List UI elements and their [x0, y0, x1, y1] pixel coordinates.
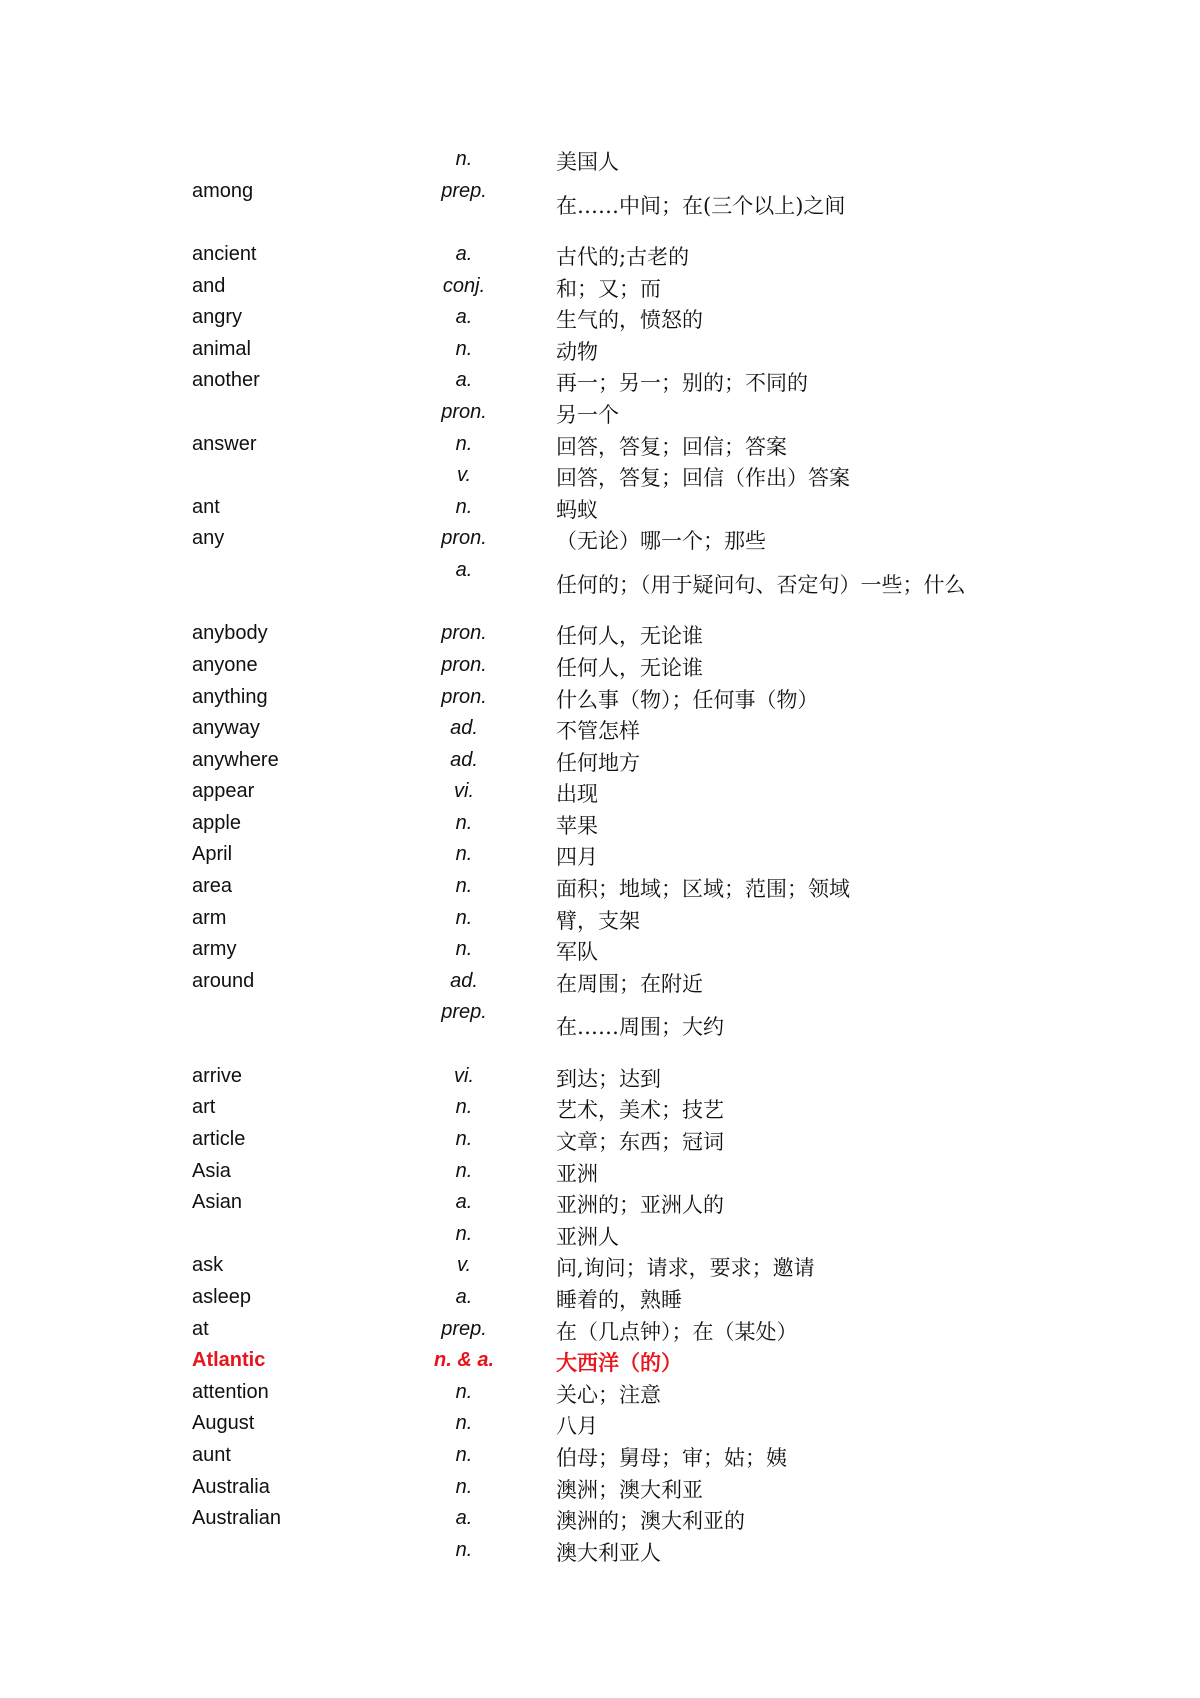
vocab-row: [0, 178, 1200, 241]
entry-part-of-speech: n.: [455, 1222, 473, 1245]
entry-part-of-speech: pron.: [441, 527, 487, 550]
vocab-row: [0, 936, 1200, 968]
entry-word: Asia: [192, 1159, 231, 1182]
vocabulary-table: [0, 146, 1200, 1568]
entry-definition: 动物: [556, 339, 598, 364]
vocab-row: [0, 1474, 1200, 1506]
entry-definition: 大西洋（的）: [556, 1350, 682, 1376]
entry-part-of-speech: a.: [455, 1507, 473, 1530]
vocab-row: [0, 1537, 1200, 1569]
entry-definition: 古代的;古老的: [556, 244, 690, 269]
entry-word: apple: [192, 811, 241, 834]
vocab-row: [0, 841, 1200, 873]
entry-definition: 关心；注意: [556, 1382, 661, 1407]
vocab-row: [0, 652, 1200, 684]
entry-word: around: [192, 969, 255, 992]
entry-part-of-speech: n.: [455, 906, 473, 929]
entry-word: ask: [192, 1254, 224, 1277]
entry-word: among: [192, 179, 254, 202]
entry-word: anyway: [192, 717, 260, 740]
entry-part-of-speech: n.: [455, 432, 473, 455]
entry-word: at: [192, 1317, 209, 1340]
entry-part-of-speech: ad.: [450, 748, 478, 771]
entry-part-of-speech: pron.: [441, 685, 487, 708]
entry-word: attention: [192, 1380, 269, 1403]
entry-word: another: [192, 369, 260, 392]
entry-word: anywhere: [192, 748, 279, 771]
entry-word: army: [192, 938, 237, 961]
entry-definition: 亚洲人: [556, 1224, 619, 1249]
entry-definition: 苹果: [556, 813, 598, 838]
entry-definition: 文章；东西；冠词: [556, 1130, 724, 1155]
entry-definition: 睡着的，熟睡: [556, 1287, 682, 1312]
entry-part-of-speech: ad.: [450, 717, 478, 740]
entry-definition: 臂，支架: [556, 908, 640, 933]
entry-word: and: [192, 274, 226, 297]
entry-definition: 任何地方: [556, 750, 640, 775]
entry-part-of-speech: vi.: [454, 1064, 474, 1087]
entry-part-of-speech: n.: [455, 1096, 473, 1119]
entry-word: angry: [192, 306, 243, 329]
vocab-row: [0, 1505, 1200, 1537]
entry-part-of-speech: vi.: [454, 780, 474, 803]
vocab-row: [0, 494, 1200, 526]
entry-word: April: [192, 843, 233, 866]
vocab-row: [0, 1442, 1200, 1474]
entry-part-of-speech: a.: [455, 306, 473, 329]
entry-definition: 澳洲的；澳大利亚的: [556, 1509, 745, 1534]
vocab-row: [0, 1252, 1200, 1284]
entry-part-of-speech: prep.: [441, 1001, 487, 1024]
entry-part-of-speech: n.: [455, 1538, 473, 1561]
entry-word: answer: [192, 432, 257, 455]
entry-part-of-speech: n.: [455, 148, 473, 170]
vocab-row: [0, 968, 1200, 1000]
vocab-row: [0, 873, 1200, 905]
entry-part-of-speech: a.: [455, 1191, 473, 1214]
vocab-row: [0, 715, 1200, 747]
entry-definition: 在……中间；在(三个以上)之间: [556, 193, 846, 218]
vocab-row: [0, 241, 1200, 273]
entry-part-of-speech: pron.: [441, 653, 487, 676]
entry-definition: 美国人: [556, 150, 619, 174]
vocab-row: [0, 557, 1200, 620]
entry-word: article: [192, 1128, 246, 1151]
entry-word: anyone: [192, 653, 258, 676]
entry-part-of-speech: pron.: [441, 400, 487, 423]
entry-definition: 亚洲的；亚洲人的: [556, 1193, 724, 1218]
entry-part-of-speech: n.: [455, 337, 473, 360]
vocab-row: [0, 1189, 1200, 1221]
vocab-row: [0, 620, 1200, 652]
entry-definition: 回答，答复；回信（作出）答案: [556, 466, 850, 491]
entry-part-of-speech: conj.: [442, 274, 486, 297]
entry-part-of-speech: a.: [455, 369, 473, 392]
vocab-row: [0, 1063, 1200, 1095]
entry-word: Australia: [192, 1475, 270, 1498]
entry-definition: 生气的，愤怒的: [556, 308, 703, 333]
entry-definition: 另一个: [556, 402, 619, 427]
vocab-row: [0, 1347, 1200, 1379]
entry-part-of-speech: v.: [456, 1254, 472, 1277]
vocab-row: [0, 1221, 1200, 1253]
entry-definition: 在（几点钟）；在（某处）: [556, 1319, 798, 1344]
entry-part-of-speech: v.: [456, 464, 472, 487]
entry-definition: 蚂蚁: [556, 497, 598, 522]
entry-word: anybody: [192, 622, 268, 645]
vocab-row: [0, 336, 1200, 368]
entry-definition: 任何人，无论谁: [556, 624, 703, 649]
entry-word: Atlantic: [192, 1349, 266, 1372]
entry-definition: 出现: [556, 782, 598, 807]
entry-definition: 八月: [556, 1414, 598, 1439]
vocab-row: [0, 431, 1200, 463]
entry-part-of-speech: n.: [455, 875, 473, 898]
vocab-row: [0, 1094, 1200, 1126]
vocab-row: [0, 1316, 1200, 1348]
entry-part-of-speech: a.: [455, 1285, 473, 1308]
entry-part-of-speech: pron.: [441, 622, 487, 645]
entry-definition: 澳洲；澳大利亚: [556, 1477, 703, 1502]
entry-word: arrive: [192, 1064, 243, 1087]
entry-word: Asian: [192, 1191, 243, 1214]
entry-definition: 军队: [556, 940, 598, 965]
vocab-row: [0, 778, 1200, 810]
entry-definition: 任何的；（用于疑问句、否定句）一些；什么: [556, 572, 966, 597]
vocab-row: [0, 273, 1200, 305]
entry-definition: 什么事（物）；任何事（物）: [556, 687, 819, 712]
entry-word: asleep: [192, 1285, 251, 1308]
vocab-row: [0, 905, 1200, 937]
entry-part-of-speech: n.: [455, 811, 473, 834]
entry-definition: 在周围；在附近: [556, 971, 703, 996]
entry-part-of-speech: n.: [455, 1443, 473, 1466]
vocab-row: [0, 1158, 1200, 1190]
vocab-row: [0, 684, 1200, 716]
entry-word: ant: [192, 495, 220, 518]
entry-part-of-speech: n.: [455, 843, 473, 866]
entry-part-of-speech: n.: [455, 1128, 473, 1151]
entry-definition: 亚洲: [556, 1161, 598, 1186]
vocab-row: [0, 1379, 1200, 1411]
entry-word: appear: [192, 780, 255, 803]
entry-word: animal: [192, 337, 251, 360]
entry-definition: 任何人，无论谁: [556, 655, 703, 680]
entry-word: Australian: [192, 1507, 281, 1530]
entry-definition: 艺术，美术；技艺: [556, 1098, 724, 1123]
vocab-row: [0, 462, 1200, 494]
entry-part-of-speech: n.: [455, 1412, 473, 1435]
entry-word: art: [192, 1096, 216, 1119]
vocab-row: [0, 1284, 1200, 1316]
entry-part-of-speech: n. & a.: [433, 1349, 495, 1372]
vocab-row: [0, 146, 1200, 178]
entry-definition: 伯母；舅母；审；姑；姨: [556, 1445, 787, 1470]
entry-part-of-speech: prep.: [441, 179, 487, 202]
vocab-row: [0, 367, 1200, 399]
entry-definition: （无论）哪一个；那些: [556, 529, 766, 554]
vocab-row: [0, 810, 1200, 842]
vocab-row: [0, 1410, 1200, 1442]
entry-definition: 澳大利亚人: [556, 1540, 661, 1565]
vocab-row: [0, 399, 1200, 431]
entry-definition: 再一；另一；别的；不同的: [556, 371, 808, 396]
vocab-row: [0, 1126, 1200, 1158]
vocab-row: [0, 999, 1200, 1062]
entry-definition: 和；又；而: [556, 276, 661, 301]
entry-part-of-speech: n.: [455, 1380, 473, 1403]
entry-word: ancient: [192, 242, 257, 265]
entry-definition: 不管怎样: [556, 719, 640, 744]
entry-part-of-speech: n.: [455, 1475, 473, 1498]
entry-word: aunt: [192, 1443, 231, 1466]
entry-definition: 面积；地域；区域；范围；领域: [556, 877, 850, 902]
entry-part-of-speech: a.: [455, 242, 473, 265]
entry-definition: 在……周围；大约: [556, 1015, 724, 1040]
entry-part-of-speech: n.: [455, 495, 473, 518]
entry-definition: 四月: [556, 845, 598, 870]
entry-definition: 问,询问；请求，要求；邀请: [556, 1256, 815, 1281]
entry-word: anything: [192, 685, 268, 708]
entry-part-of-speech: n.: [455, 1159, 473, 1182]
vocab-row: [0, 304, 1200, 336]
entry-word: August: [192, 1412, 255, 1435]
vocab-row: [0, 525, 1200, 557]
vocab-row: [0, 747, 1200, 779]
entry-part-of-speech: prep.: [441, 1317, 487, 1340]
entry-part-of-speech: n.: [455, 938, 473, 961]
entry-word: arm: [192, 906, 227, 929]
entry-word: area: [192, 875, 233, 898]
entry-definition: 回答，答复；回信；答案: [556, 434, 787, 459]
entry-word: any: [192, 527, 225, 550]
entry-part-of-speech: ad.: [450, 969, 478, 992]
entry-definition: 到达；达到: [556, 1066, 661, 1091]
entry-part-of-speech: a.: [455, 558, 473, 581]
